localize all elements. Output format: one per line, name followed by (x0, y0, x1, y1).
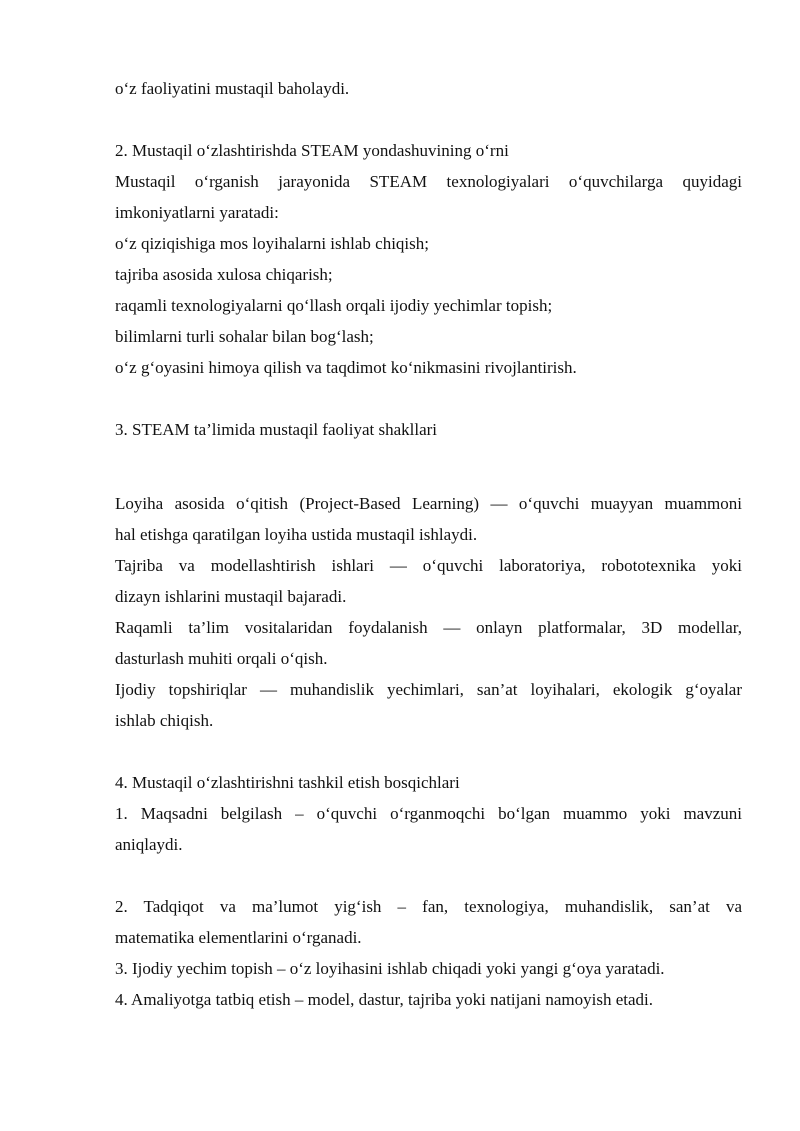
section4-heading: 4. Mustaqil o‘zlashtirishni tashkil etish bosqichlari (115, 773, 460, 792)
section4-step4: 4. Amaliyotga tatbiq etish – model, dastur, tajriba yoki natijani namoyish etadi. (115, 990, 654, 1009)
intro-line: o‘z faoliyatini mustaqil baholaydi. (115, 79, 350, 98)
section3-p1-line2: hal etishga qaratilgan loyiha ustida mustaqil ishlaydi. (115, 525, 478, 544)
section3-p1-line1: Loyiha asosida o‘qitish (Project-Based Learning) — o‘quvchi muayyan muammoni (115, 494, 742, 513)
section2-paragraph-line1: Mustaqil o‘rganish jarayonida STEAM texnologiyalari o‘quvchilarga quyidagi (115, 172, 742, 191)
document-body (115, 73, 742, 1015)
section3-p4-line2: ishlab chiqish. (115, 711, 214, 730)
section4-step2-line2: matematika elementlarini o‘rganadi. (115, 928, 362, 947)
section2-heading: 2. Mustaqil o‘zlashtirishda STEAM yondashuvining o‘rni (115, 141, 509, 160)
section3-p3-line2: dasturlash muhiti orqali o‘qish. (115, 649, 328, 668)
section2-item-5: o‘z g‘oyasini himoya qilish va taqdimot ko‘nikmasini rivojlantirish. (115, 358, 577, 377)
spacer (115, 383, 742, 414)
spacer (115, 445, 742, 488)
spacer (115, 860, 742, 891)
spacer (115, 736, 742, 767)
section4-step1-line2: aniqlaydi. (115, 835, 183, 854)
section3-p3-line1: Raqamli ta’lim vositalaridan foydalanish — onlayn platformalar, 3D modellar, (115, 618, 742, 637)
section3-p2-line1: Tajriba va modellashtirish ishlari — o‘quvchi laboratoriya, robototexnika yoki (115, 556, 742, 575)
section3-p2-line2: dizayn ishlarini mustaqil bajaradi. (115, 587, 347, 606)
section2-item-2: tajriba asosida xulosa chiqarish; (115, 265, 333, 284)
spacer (115, 104, 742, 135)
section3-p4-line1: Ijodiy topshiriqlar — muhandislik yechimlari, san’at loyihalari, ekologik g‘oyalar (115, 680, 742, 699)
section4-step3: 3. Ijodiy yechim topish – o‘z loyihasini ishlab chiqadi yoki yangi g‘oya yaratadi. (115, 959, 665, 978)
section4-step2-line1: 2. Tadqiqot va ma’lumot yig‘ish – fan, texnologiya, muhandislik, san’at va (115, 897, 742, 916)
section4-step1-line1: 1. Maqsadni belgilash – o‘quvchi o‘rganmoqchi bo‘lgan muammo yoki mavzuni (115, 804, 742, 823)
section2-item-3: raqamli texnologiyalarni qo‘llash orqali ijodiy yechimlar topish; (115, 296, 553, 315)
section2-item-4: bilimlarni turli sohalar bilan bog‘lash; (115, 327, 374, 346)
section2-item-1: o‘z qiziqishiga mos loyihalarni ishlab chiqish; (115, 234, 429, 253)
section2-paragraph-line2: imkoniyatlarni yaratadi: (115, 203, 279, 222)
section3-heading: 3. STEAM ta’limida mustaqil faoliyat shakllari (115, 420, 437, 439)
